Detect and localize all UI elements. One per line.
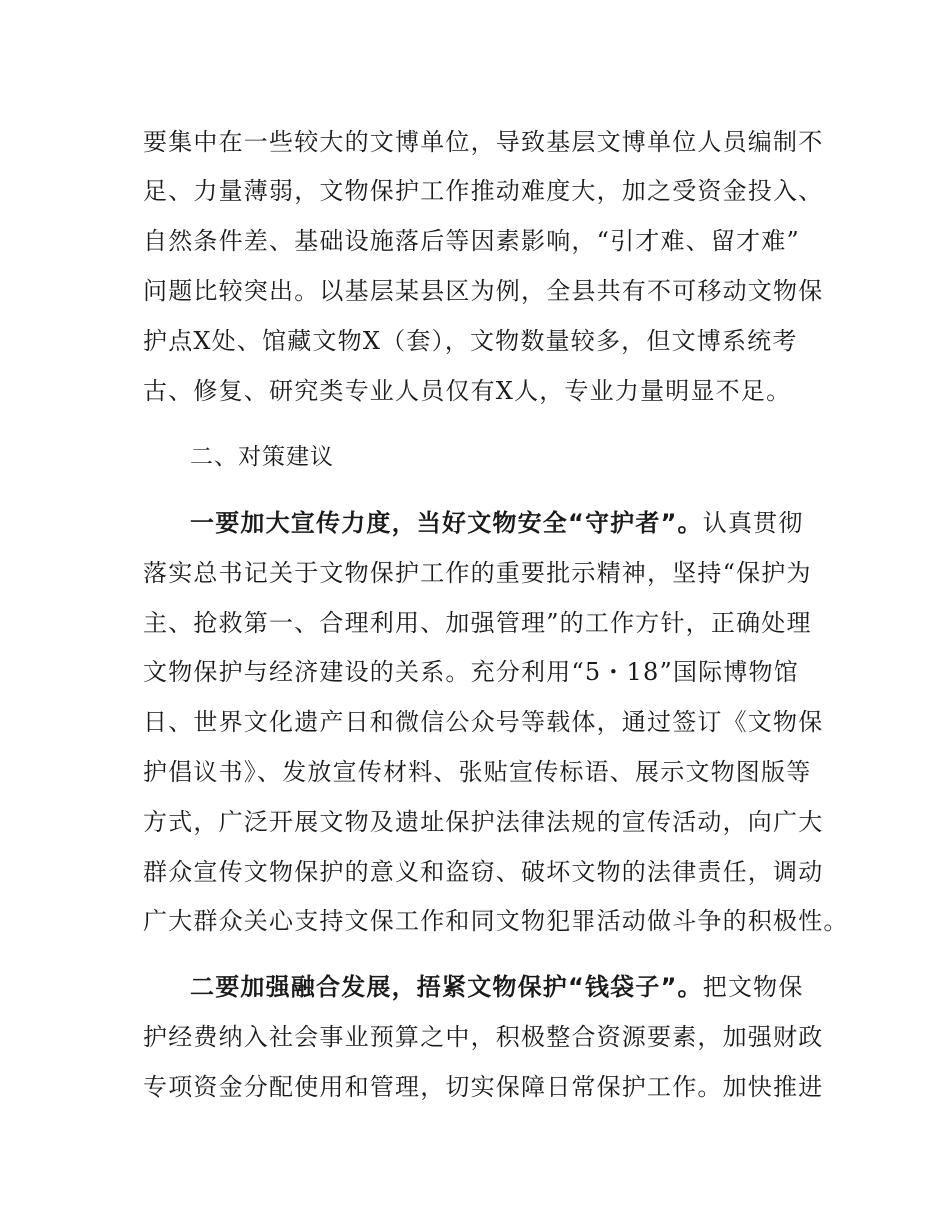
body-text-line: 要集中在一些较大的文博单位，导致基层文博单位人员编制不 — [143, 128, 824, 156]
body-text-line: 护倡议书》、发放宣传材料、张贴宣传标语、展示文物图版等 — [143, 758, 812, 786]
body-text-line: 自然条件差、基础设施落后等因素影响，“引才难、留才难” — [143, 227, 800, 255]
paragraph-first-line — [190, 972, 804, 1002]
body-text-line: 日、世界文化遗产日和微信公众号等载体，通过签订《文物保 — [143, 708, 824, 736]
body-text-run: 把文物保 — [702, 973, 804, 1001]
body-text-line: 足、力量薄弱，文物保护工作推动难度大，加之受资金投入、 — [143, 177, 824, 205]
body-text-line: 广大群众关心支持文保工作和同文物犯罪活动做斗争的积极性。 — [143, 907, 849, 935]
body-text-line: 问题比较突出。以基层某县区为例，全县共有不可移动文物保 — [143, 277, 824, 305]
body-text-run: 认真贯彻 — [702, 509, 804, 537]
paragraph-lead-sentence: 一要加大宣传力度，当好文物安全“守护者”。 — [190, 509, 703, 537]
body-text-line: 落实总书记关于文物保护工作的重要批示精神，坚持“保护为 — [143, 559, 812, 587]
body-text-line: 专项资金分配使用和管理，切实保障日常保护工作。加快推进 — [143, 1073, 824, 1101]
body-text-line: 方式，广泛开展文物及遗址保护法律法规的宣传活动，向广大 — [143, 808, 824, 836]
body-text-line: 群众宣传文物保护的意义和盗窃、破坏文物的法律责任，调动 — [143, 858, 824, 886]
paragraph-first-line — [190, 508, 804, 538]
body-text-line: 古、修复、研究类专业人员仅有X人，专业力量明显不足。 — [143, 377, 792, 405]
body-text-line: 文物保护与经济建设的关系。充分利用“5・18”国际博物馆 — [143, 658, 799, 686]
body-text-line: 护点X处、馆藏文物X（套），文物数量较多，但文博系统考 — [143, 327, 798, 355]
body-text-line: 主、抢救第一、合理利用、加强管理”的工作方针，正确处理 — [143, 609, 812, 637]
body-text-line: 护经费纳入社会事业预算之中，积极整合资源要素，加强财政 — [143, 1023, 824, 1051]
section-heading: 二、对策建议 — [190, 444, 334, 470]
paragraph-lead-sentence: 二要加强融合发展，捂紧文物保护“钱袋子”。 — [190, 973, 703, 1001]
